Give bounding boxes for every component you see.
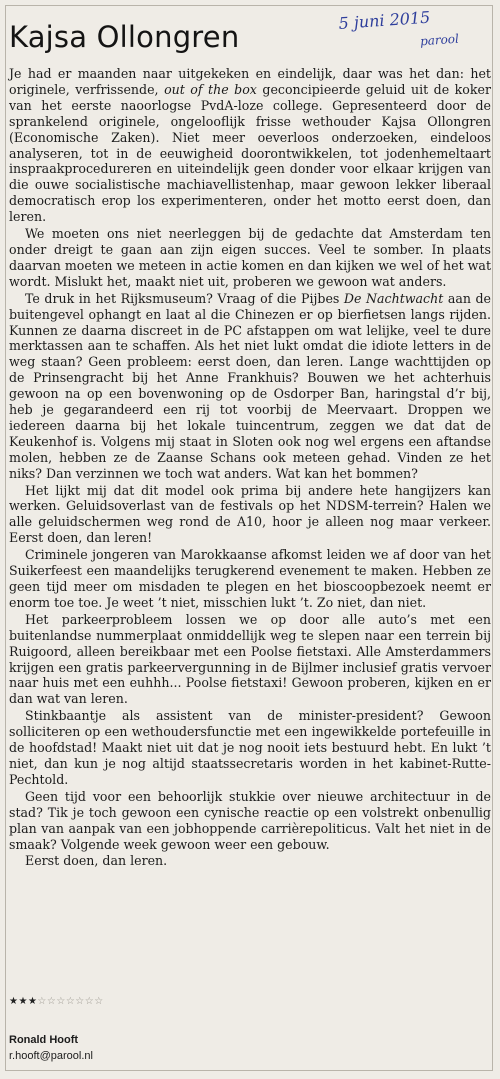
byline <box>9 1032 93 1064</box>
star-rating <box>9 996 104 1007</box>
handwritten-date: 5 juni 2015 <box>338 7 431 33</box>
author-name: Ronald Hooft <box>9 1034 79 1046</box>
star-filled-icon: ★ <box>27 996 38 1007</box>
paragraph-text: Je had er maanden naar uitgekeken en eindelijk, daar was het dan: het originele, verfrissende, <box>9 66 491 97</box>
star-filled-icon: ★ <box>18 996 28 1007</box>
emphasized-text: out of the box <box>164 81 257 97</box>
article-paragraph <box>9 612 491 707</box>
emphasized-text: De Nachtwacht <box>343 290 444 306</box>
article-paragraph <box>9 789 491 853</box>
star-empty-icon: ☆ <box>94 996 104 1007</box>
paragraph-text: Te druk in het Rijksmuseum? Vraag of die Pijbes <box>25 290 344 306</box>
article-body <box>9 66 491 870</box>
article-title: Kajsa Ollongren <box>9 20 240 54</box>
paragraph-text: Stinkbaantje als assistent van de minister-president? Gewoon solliciteren op een wethoudersfunctie met een ingewikkelde portefeuille in de hoofdstad! Maakt niet uit dat je nog nooit iets bestuurd hebt. En lukt ’t niet, dan kun je nog altijd staatssecretaris worden in het kabinet-Rutte-Pechtold. <box>9 708 491 787</box>
article-paragraph <box>9 226 491 290</box>
article-paragraph <box>9 547 491 611</box>
star-empty-icon: ☆ <box>46 996 57 1007</box>
star-empty-icon: ☆ <box>75 996 85 1007</box>
paragraph-text: geconcipieerde geluid uit de koker van het eerste naoorlogse PvdA-loze college. Gepresenteerd door de sprankelend originele, ongelooflijk frisse wethouder Kajsa Ollongren (Economische Zaken). Niet meer oeverloos onderzoeken, eindeloos analyseren, tot in de eeuwigheid doorontwikkelen, tot jodenhemeltaart inspraakprocedureren en uiteindelijk geen donder voor elkaar krijgen van die ouwe socialistische machiavellistenhap, maar gewoon lekker liberaal democratisch erop los experimenteren, onder het motto eerst doen, dan leren. <box>9 81 491 225</box>
paragraph-text: Geen tijd voor een behoorlijk stukkie over nieuwe architectuur in de stad? Tik je toch gewoon een cynische reactie op een volstrekt onbenullig plan van aanpak van een jobhoppende carrièrepoliticus. Valt het niet in de smaak? Volgende week gewoon weer een gebouw. <box>9 788 491 852</box>
star-filled-icon: ★ <box>9 996 19 1007</box>
handwritten-source: parool <box>419 31 460 49</box>
article-paragraph <box>9 708 491 788</box>
paragraph-text: We moeten ons niet neerleggen bij de gedachte dat Amsterdam ten onder dreigt te gaan aan zijn eigen succes. Veel te somber. In plaats daarvan moeten we meteen in actie komen en dan kijken we wel of het wat wordt. Mislukt het, maakt niet uit, proberen we gewoon wat anders. <box>9 226 491 289</box>
star-empty-icon: ☆ <box>84 996 95 1007</box>
article-paragraph <box>9 853 491 869</box>
article-paragraph <box>9 291 491 482</box>
star-empty-icon: ☆ <box>37 996 47 1007</box>
paragraph-text: Criminele jongeren van Marokkaanse afkomst leiden we af door van het Suikerfeest een maandelijks terugkerend evenement te maken. Hebben ze geen tijd meer om misdaden te plegen en het bioscoopbezoek neemt er enorm toe toe. Je weet ’t niet, misschien lukt ’t. Zo niet, dan niet. <box>9 547 491 610</box>
paragraph-text: Het parkeerprobleem lossen we op door alle auto’s met een buitenlandse nummerplaat onmiddellijk weg te slepen naar een terrein bij Ruigoord, alleen bereikbaar met een Poolse fietstaxi. Alle Amsterdammers krijgen een gratis parkeervergunning in de Bijlmer inclusief gratis vervoer naar huis met een euhhh... Poolse fietstaxi! Gewoon proberen, kijken en er dan wat van leren. <box>9 611 491 707</box>
paragraph-text: aan de buitengevel ophangt en laat al die Chinezen er op bierfietsen langs rijden. Kunnen ze daarna discreet in de PC afstappen om wat lelijke, veel te dure merktassen aan te schaffen. Als het niet lukt omdat die idiote letters in de weg staan? Geen probleem: eerst doen, dan leren. Lange wachttijden op de Prinsengracht bij het Anne Frankhuis? Bouwen we het achterhuis gewoon na op een bovenwoning op de Osdorper Ban, haringstal d’r bij, heb je gegarandeerd een rij tot voorbij de Meervaart. Droppen we iedereen daarna bij het lokale tuincentrum, zeggen we dat dat de Keukenhof is. Volgens mij staat in Sloten ook nog wel ergens een aftandse molen, hebben ze de Zaanse Schans ook meteen gehad. Vinden ze het niks? Dan verzinnen we toch wat anders. Wat kan het bommen? <box>9 290 491 481</box>
paragraph-text: Het lijkt mij dat dit model ook prima bij andere hete hangijzers kan werken. Geluidsoverlast van de festivals op het NDSM-terrein? Halen we alle geluidschermen weg rond de A10, hoor je alleen nog maar verkeer. Eerst doen, dan leren! <box>9 482 491 546</box>
star-empty-icon: ☆ <box>56 996 66 1007</box>
paragraph-text: Eerst doen, dan leren. <box>25 853 168 869</box>
article-paragraph <box>9 66 491 225</box>
article-paragraph <box>9 483 491 547</box>
author-email: r.hooft@parool.nl <box>9 1050 93 1062</box>
handwritten-annotation <box>338 7 488 54</box>
star-empty-icon: ☆ <box>65 996 76 1007</box>
